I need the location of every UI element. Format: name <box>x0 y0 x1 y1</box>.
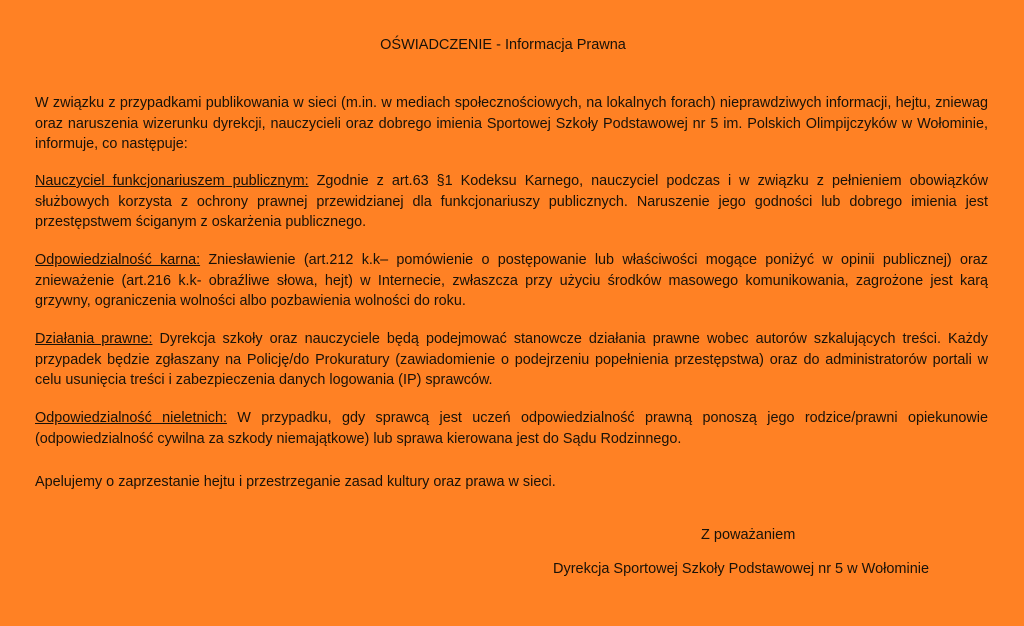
signature: Dyrekcja Sportowej Szkoły Podstawowej nr 5 w Wołominie <box>553 561 930 577</box>
section-heading: Działania prawne: <box>35 331 153 347</box>
closing-phrase: Z poważaniem <box>701 527 796 543</box>
section-text: Zniesławienie (art.212 k.k– pomówienie o postępowanie lub właściwości mogące poniżyć w opinii publicznej) oraz znieważenie (art.216 k.k- obraźliwe słowa, hejt) w Internecie, zwłaszcza przy użyciu środków masowego komunikowania, zagrożone jest karą grzywny, ograniczenia wolności albo pozbawienia wolności do roku. <box>35 252 988 309</box>
section-text: W przypadku, gdy sprawcą jest uczeń odpowiedzialność prawną ponoszą jego rodzice/prawni opiekunowie (odpowiedzialność cywilna za szkody niemajątkowe) lub sprawa kierowana jest do Sądu Rodzinnego. <box>35 410 988 447</box>
intro-paragraph: W związku z przypadkami publikowania w sieci (m.in. w mediach społecznościowych, na lokalnych forach) nieprawdziwych informacji, hejtu, zniewag oraz naruszenia wizerunku dyrekcji, nauczycieli oraz dobrego imienia Sportowej Szkoły Podstawowej nr 5 im. Polskich Olimpijczyków w Wołominie, informuje, co następuje: <box>35 95 988 152</box>
section-criminal-liability <box>35 250 988 312</box>
section-heading: Odpowiedzialność karna: <box>35 252 201 268</box>
section-legal-actions <box>35 329 988 391</box>
document-title: OŚWIADCZENIE - Informacja Prawna <box>380 37 626 53</box>
appeal-paragraph: Apelujemy o zaprzestanie hejtu i przestrzeganie zasad kultury oraz prawa w sieci. <box>35 474 556 490</box>
section-heading: Odpowiedzialność nieletnich: <box>35 410 227 426</box>
section-minors-liability <box>35 408 988 449</box>
section-text: Dyrekcja szkoły oraz nauczyciele będą podejmować stanowcze działania prawne wobec autorów szkalujących treści. Każdy przypadek będzie zgłaszany na Policję/do Prokuratury (zawiadomienie o podejrzeniu popełnienia przestępstwa) oraz do administratorów portali w celu usunięcia treści i zabezpieczenia danych logowania (IP) sprawców. <box>35 331 988 388</box>
section-text: Zgodnie z art.63 §1 Kodeksu Karnego, nauczyciel podczas i w związku z pełnieniem obowiązków służbowych korzysta z ochrony prawnej przewidzianej dla funkcjonariuszy publicznych. Naruszenie jego godności lub dobrego imienia jest przestępstwem ściganym z oskarżenia publicznego. <box>35 173 988 230</box>
section-heading: Nauczyciel funkcjonariuszem publicznym: <box>35 173 309 189</box>
section-teacher-public-official <box>35 171 988 233</box>
